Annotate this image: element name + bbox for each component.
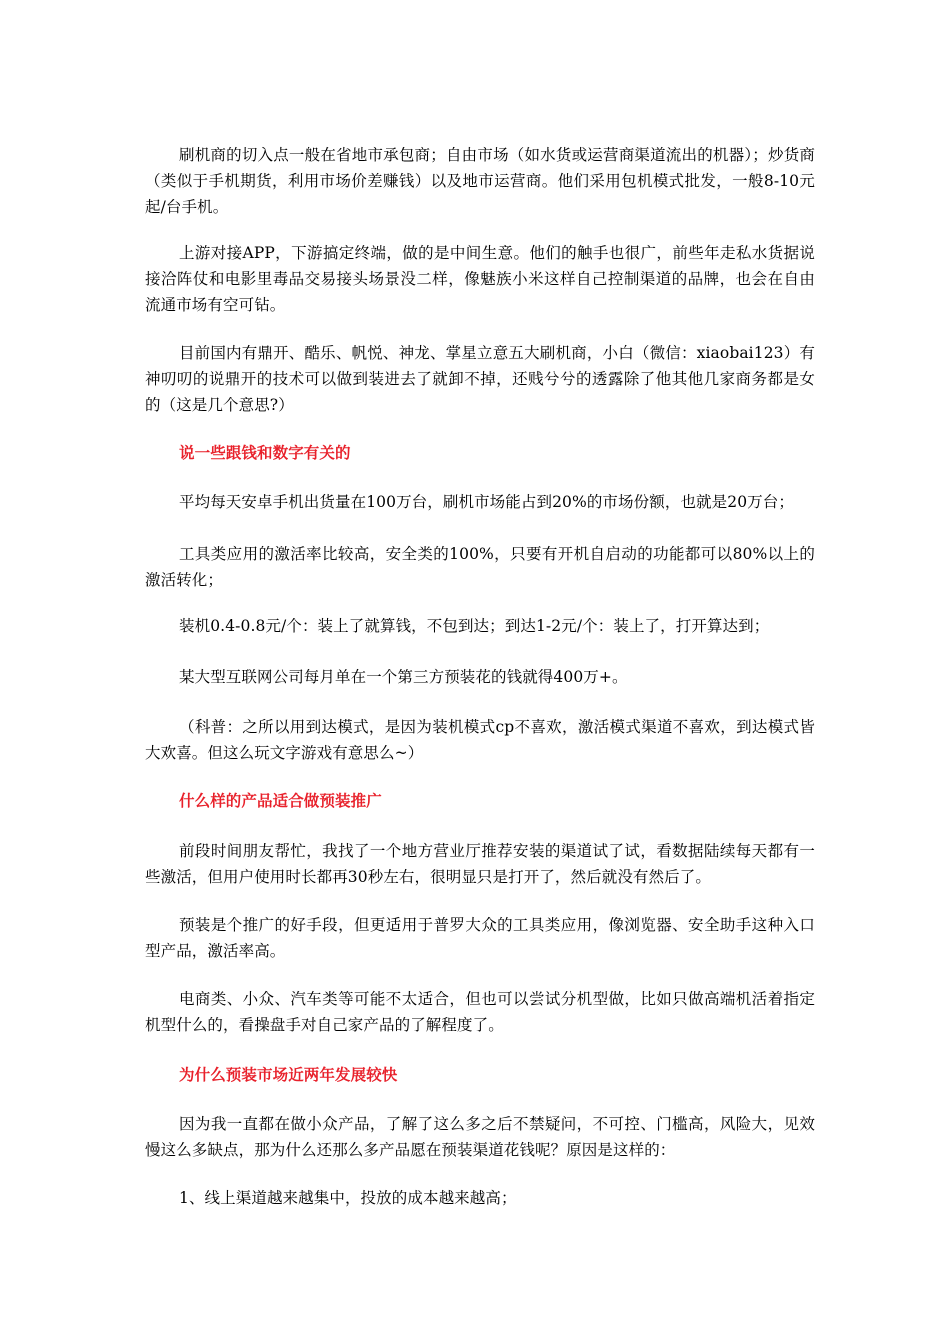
paragraph-tool-apps: 预装是个推广的好手段，但更适用于普罗大众的工具类应用，像浏览器、安全助手这种入口型产品，激活率高。 xyxy=(145,916,815,960)
paragraph-trial-experience: 前段时间朋友帮忙，我找了一个地方营业厅推荐安装的渠道试了试，看数据陆续每天都有一些激活，但用户使用时长都再30秒左右，很明显只是打开了，然后就没有然后了。 xyxy=(145,842,815,886)
paragraph-middleman-business: 上游对接APP，下游搞定终端，做的是中间生意。他们的触手也很广，前些年走私水货据说接洽阵仗和电影里毒品交易接头场景没二样，像魅族小米这样自己控制渠道的品牌，也会在自由流通市场有空可钻。 xyxy=(145,244,815,314)
paragraph-science-note: （科普：之所以用到达模式，是因为装机模式cp不喜欢，激活模式渠道不喜欢，到达模式皆大欢喜。但这么玩文字游戏有意思么~） xyxy=(145,718,815,762)
paragraph-monthly-spend: 某大型互联网公司每月单在一个第三方预装花的钱就得400万+。 xyxy=(179,668,628,686)
section-heading-money-numbers: 说一些跟钱和数字有关的 xyxy=(179,443,351,462)
paragraph-activation-rate: 工具类应用的激活率比较高，安全类的100%，只要有开机自启动的功能都可以80%以上的激活转化； xyxy=(145,545,815,589)
paragraph-daily-shipments: 平均每天安卓手机出货量在100万台，刷机市场能占到20%的市场份额，也就是20万台； xyxy=(179,493,794,511)
paragraph-ecommerce-niche: 电商类、小众、汽车类等可能不太适合，但也可以尝试分机型做，比如只做高端机活着指定机型什么的，看操盘手对自己家产品的了解程度了。 xyxy=(145,990,815,1034)
paragraph-reason-one: 1、线上渠道越来越集中，投放的成本越来越高； xyxy=(179,1189,517,1207)
paragraph-flash-vendors: 刷机商的切入点一般在省地市承包商；自由市场（如水货或运营商渠道流出的机器）；炒货商（类似于手机期货，利用市场价差赚钱）以及地市运营商。他们采用包机模式批发，一般8-10元起/台手机。 xyxy=(145,146,815,216)
section-heading-market-growth: 为什么预装市场近两年发展较快 xyxy=(179,1065,398,1084)
paragraph-pricing: 装机0.4-0.8元/个：装上了就算钱，不包到达；到达1-2元/个：装上了，打开算达到； xyxy=(179,617,770,635)
paragraph-five-vendors: 目前国内有鼎开、酷乐、帆悦、神龙、掌星立意五大刷机商，小白（微信：xiaobai123）有神叨叨的说鼎开的技术可以做到装进去了就卸不掉，还贱兮兮的透露除了他其他几家商务都是女的（这是几个意思?） xyxy=(145,344,815,414)
section-heading-suitable-products: 什么样的产品适合做预装推广 xyxy=(179,791,382,810)
paragraph-why-preinstall: 因为我一直都在做小众产品，了解了这么多之后不禁疑问，不可控、门槛高，风险大，见效慢这么多缺点，那为什么还那么多产品愿在预装渠道花钱呢？原因是这样的： xyxy=(145,1115,815,1159)
